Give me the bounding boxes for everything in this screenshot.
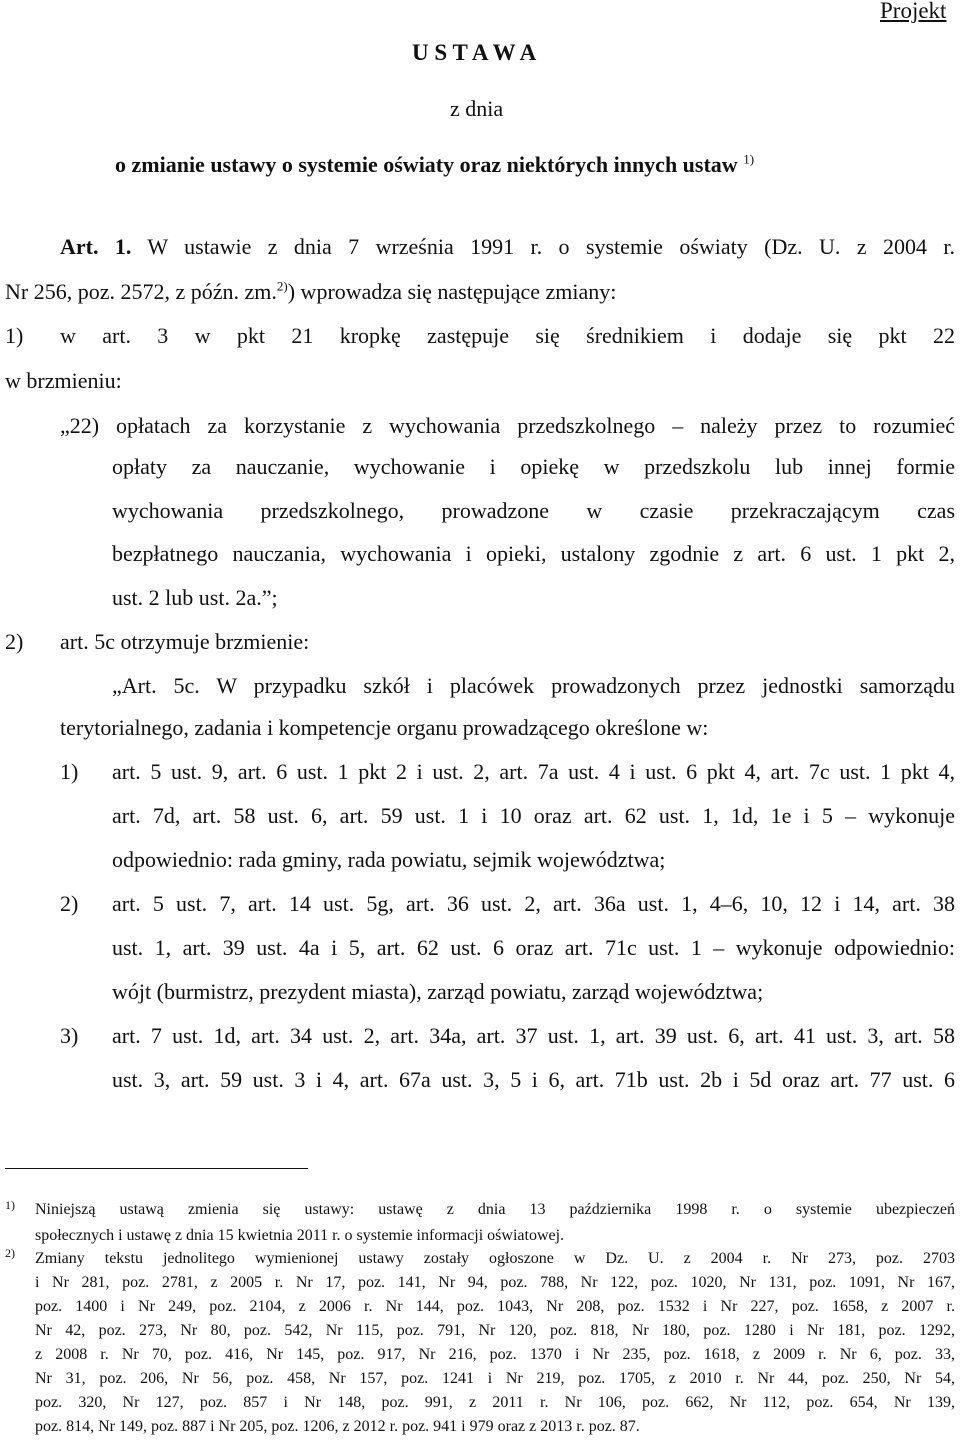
footnote2-mark: 2)	[5, 1246, 15, 1260]
q22-line2: opłaty za nauczanie, wychowanie i opiekę w przedszkolu lub innej formie	[112, 454, 955, 479]
footnote-ref-2: 2)	[276, 278, 288, 294]
footnote1-line1: Niniejszą ustawą zmienia się ustawy: ustawę z dnia 13 października 1998 r. o systemie ubezpieczeń	[35, 1201, 955, 1218]
subpoint3-line1: art. 7 ust. 1d, art. 34 ust. 2, art. 34a, art. 37 ust. 1, art. 39 ust. 6, art. 41 ust. 3, art. 58	[112, 1023, 955, 1048]
footnote2-line2: i Nr 281, poz. 2781, z 2005 r. Nr 17, poz. 141, Nr 94, poz. 788, Nr 122, poz. 1020, Nr 131, poz. 1091, Nr 167,	[35, 1274, 955, 1291]
art1-line2-a: Nr 256, poz. 2572, z późn. zm.	[5, 279, 277, 304]
subpoint3-number: 3)	[60, 1023, 79, 1048]
art1-line1	[60, 232, 955, 262]
footnote-separator	[5, 1168, 308, 1169]
art1-line1-text: W ustawie z dnia 7 września 1991 r. o systemie oświaty (Dz. U. z 2004 r.	[147, 234, 955, 259]
footnote2-line5: z 2008 r. Nr 70, poz. 416, Nr 145, poz. 917, Nr 216, poz. 1370 i Nr 235, poz. 1618, z 2009 r. Nr 6, poz. 33,	[35, 1346, 955, 1363]
footnote2-line4: Nr 42, poz. 273, Nr 80, poz. 542, Nr 115, poz. 791, Nr 120, poz. 818, Nr 180, poz. 1280 i Nr 181, poz. 1292,	[35, 1322, 955, 1339]
subpoint2-line3: wójt (burmistrz, prezydent miasta), zarząd powiatu, zarząd województwa;	[112, 979, 764, 1004]
art1-line2	[5, 277, 616, 307]
subpoint2-line2: ust. 1, art. 39 ust. 4a i 5, art. 62 ust. 6 oraz art. 71c ust. 1 – wykonuje odpowiednio:	[112, 935, 955, 960]
subpoint1-line3: odpowiednio: rada gminy, rada powiatu, sejmik województwa;	[112, 847, 666, 872]
art5c-line2: terytorialnego, zadania i kompetencje organu prowadzącego określone w:	[60, 715, 709, 740]
document-subtitle	[115, 150, 754, 180]
point1-line1: w art. 3 w pkt 21 kropkę zastępuje się średnikiem i dodaje się pkt 22	[60, 323, 955, 348]
point2-line1: art. 5c otrzymuje brzmienie:	[60, 629, 310, 654]
footnote2-line6: Nr 31, poz. 206, Nr 56, poz. 458, Nr 157, poz. 1241 i Nr 219, poz. 1705, z 2010 r. Nr 44, poz. 250, Nr 54,	[35, 1370, 955, 1387]
footnote2-line8: poz. 814, Nr 149, poz. 887 i Nr 205, poz. 1206, z 2012 r. poz. 941 i 979 oraz z 2013 r. poz. 87.	[35, 1418, 640, 1435]
q22-line1: „22) opłatach za korzystanie z wychowania przedszkolnego – należy przez to rozumieć	[60, 413, 955, 438]
subpoint1-line1: art. 5 ust. 9, art. 6 ust. 1 pkt 2 i ust. 2, art. 7a ust. 4 i ust. 6 pkt 4, art. 7c ust. 1 pkt 4,	[112, 759, 955, 784]
q22-line3: wychowania przedszkolnego, prowadzone w czasie przekraczającym czas	[112, 498, 955, 523]
footnote1-line2: społecznych i ustawę z dnia 15 kwietnia 2011 r. o systemie informacji oświatowej.	[35, 1227, 565, 1244]
subpoint3-line2: ust. 3, art. 59 ust. 3 i 4, art. 67a ust. 3, 5 i 6, art. 71b ust. 2b i 5d oraz art. 77 ust. 6	[112, 1067, 955, 1092]
art1-line2-b: ) wprowadza się następujące zmiany:	[287, 279, 617, 304]
q22-line5: ust. 2 lub ust. 2a.”;	[112, 585, 278, 610]
point1-line2: w brzmieniu:	[5, 368, 122, 393]
q22-line4: bezpłatnego nauczania, wychowania i opieki, ustalony zgodnie z art. 6 ust. 1 pkt 2,	[112, 541, 955, 566]
footnote1-mark: 1)	[5, 1198, 15, 1212]
subpoint2-line1: art. 5 ust. 7, art. 14 ust. 5g, art. 36 ust. 2, art. 36a ust. 1, 4–6, 10, 12 i 14, art. 38	[112, 891, 955, 916]
footnote2-line7: poz. 320, Nr 127, poz. 857 i Nr 148, poz. 991, z 2011 r. Nr 106, poz. 662, Nr 112, poz. 654, Nr 139,	[35, 1394, 955, 1411]
projekt-label: Projekt	[880, 0, 947, 23]
art1-label: Art. 1.	[60, 234, 132, 259]
subpoint2-number: 2)	[60, 891, 79, 916]
art5c-line1: „Art. 5c. W przypadku szkół i placówek prowadzonych przez jednostki samorządu	[112, 673, 955, 698]
subpoint1-line2: art. 7d, art. 58 ust. 6, art. 59 ust. 1 i 10 oraz art. 62 ust. 1, 1d, 1e i 5 – wykonuje	[112, 803, 955, 828]
point1-number: 1)	[5, 323, 24, 348]
point2-number: 2)	[5, 629, 24, 654]
footnote2-line1: Zmiany tekstu jednolitego wymienionej ustawy zostały ogłoszone w Dz. U. z 2004 r. Nr 273, poz. 2703	[35, 1250, 955, 1267]
date-line: z dnia	[450, 96, 504, 121]
subpoint1-number: 1)	[60, 759, 79, 784]
footnote-ref-1: 1)	[743, 151, 755, 167]
document-title: U S T A W A	[412, 40, 537, 65]
footnote2-line3: poz. 1400 i Nr 249, poz. 2104, z 2006 r. Nr 144, poz. 1043, Nr 208, poz. 1532 i Nr 227, poz. 1658, z 2007 r.	[35, 1298, 955, 1315]
subtitle-text: o zmianie ustawy o systemie oświaty oraz niektórych innych ustaw	[115, 152, 738, 177]
